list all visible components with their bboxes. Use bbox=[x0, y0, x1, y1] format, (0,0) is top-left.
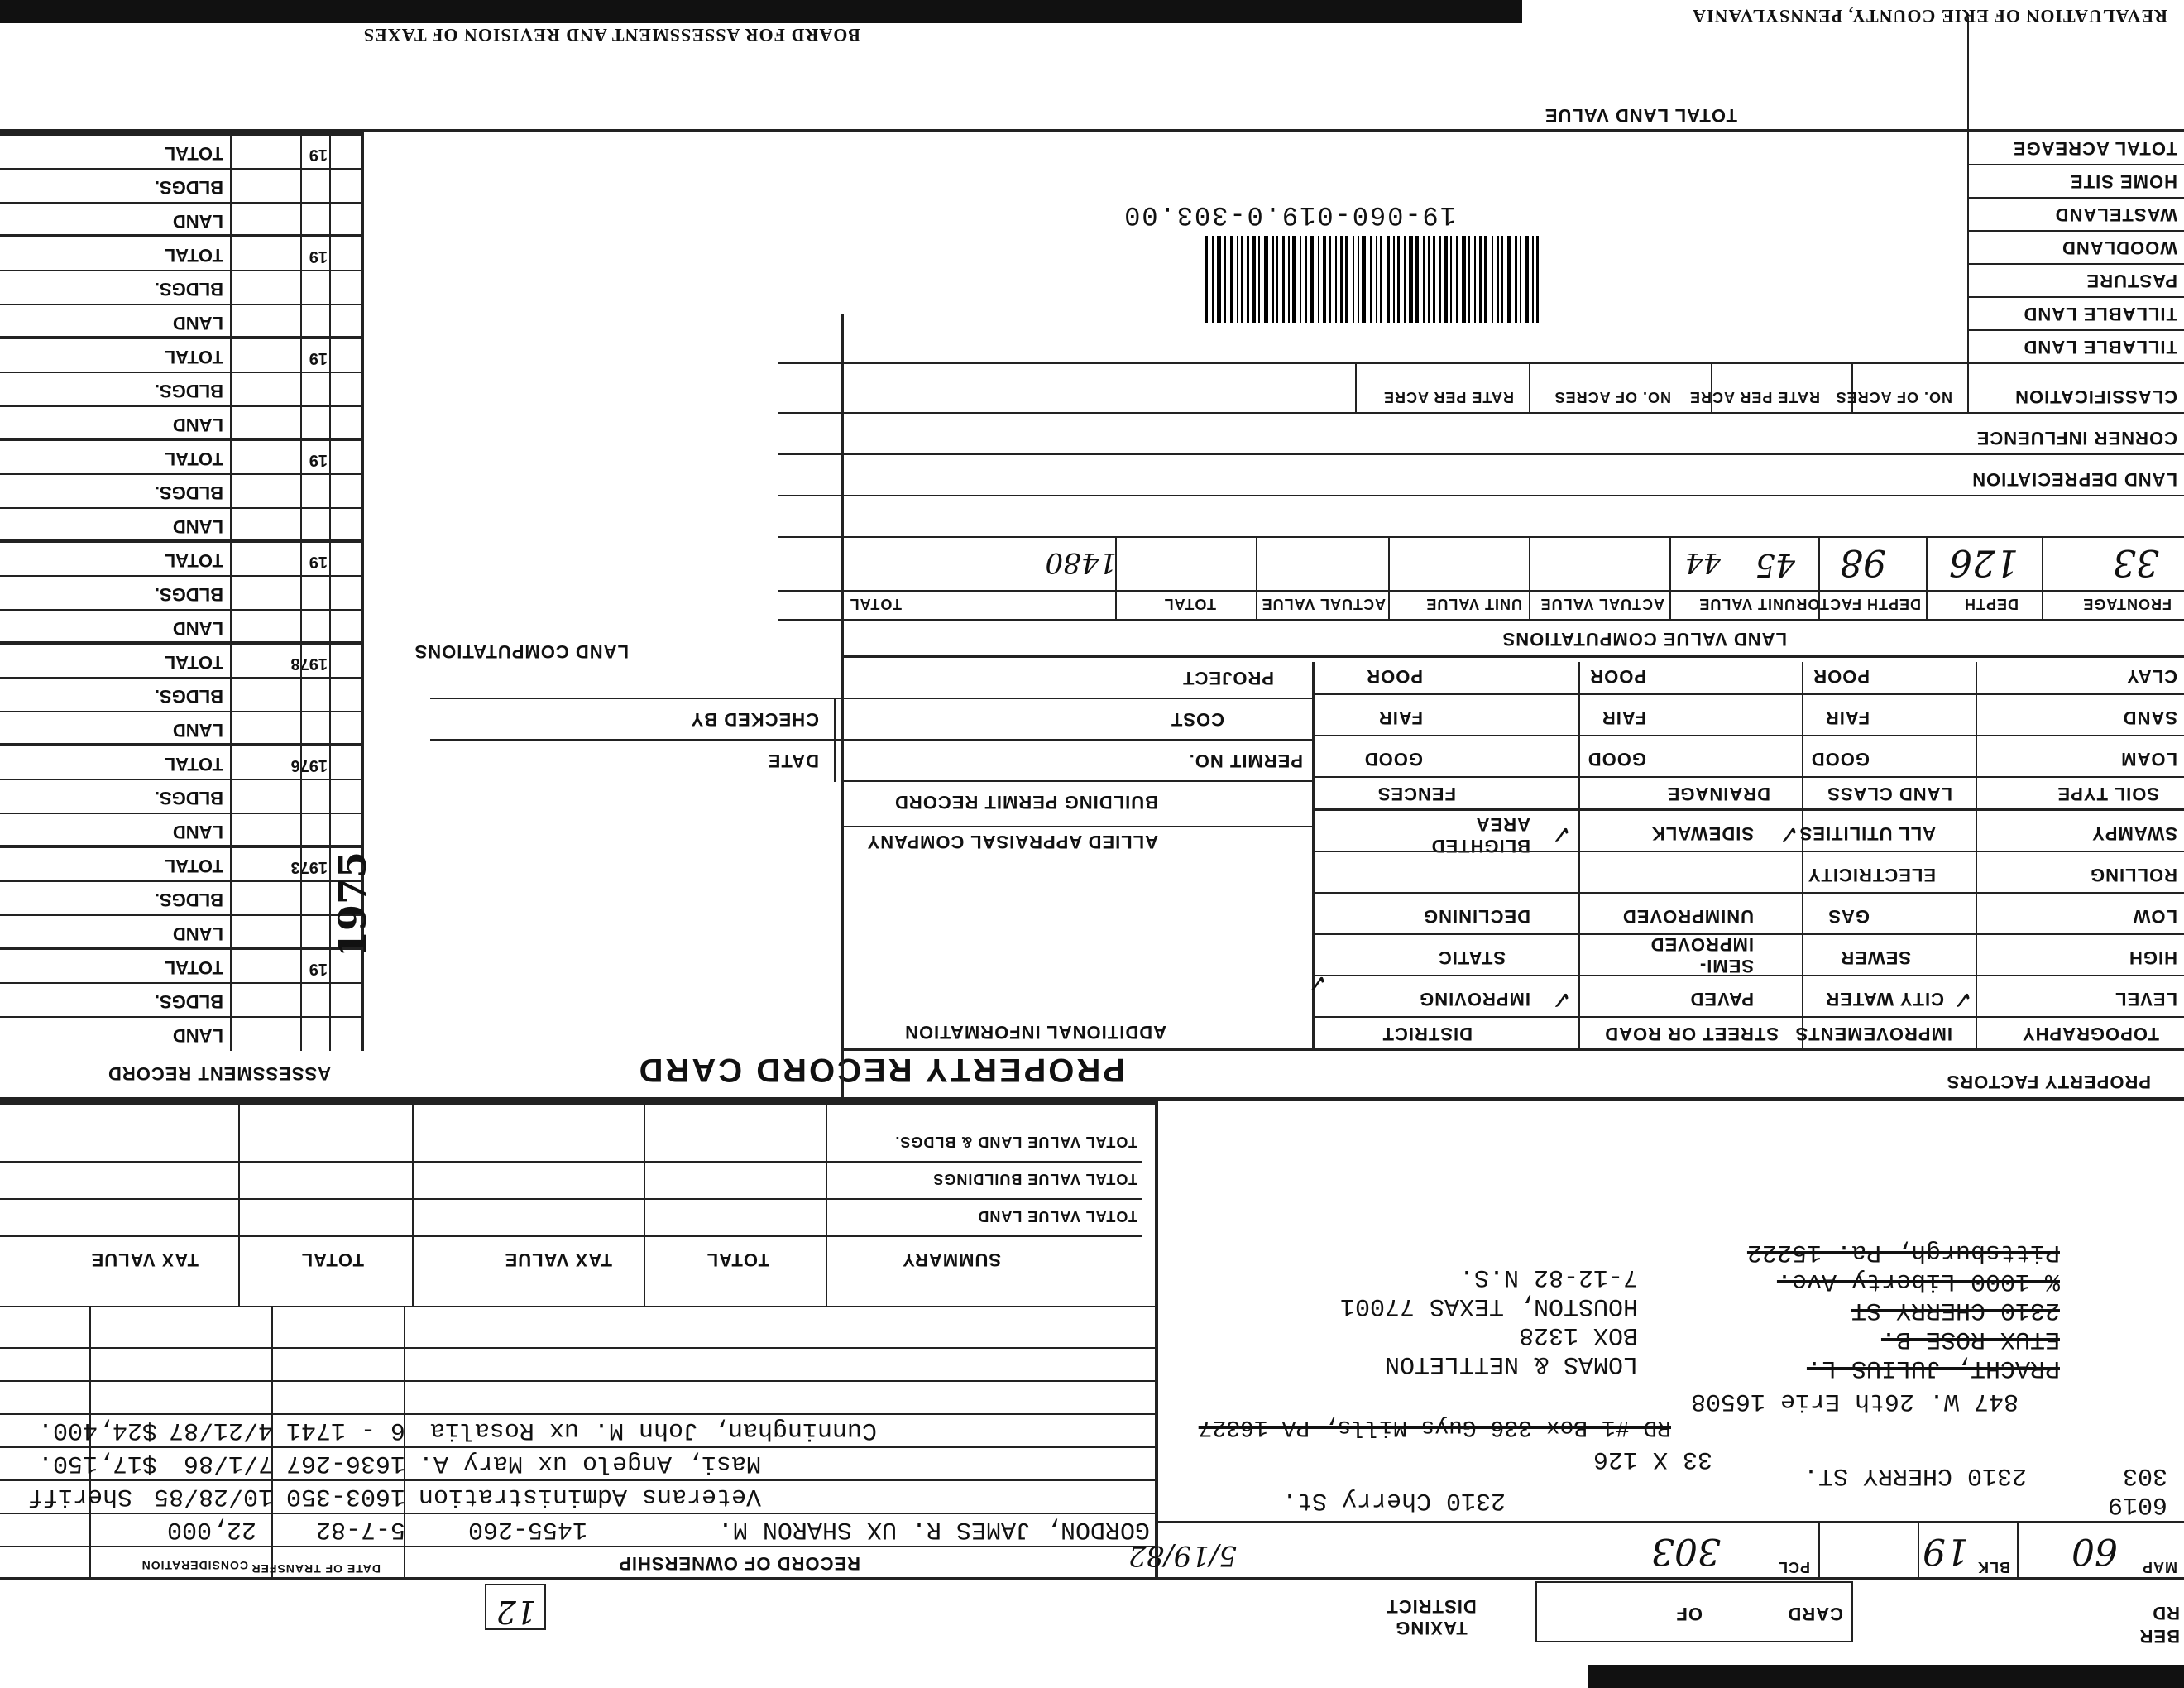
class-poor: POOR bbox=[1813, 666, 1870, 687]
lomas-line-2: BOX 1328 bbox=[1518, 1321, 1638, 1349]
project-label: PROJECT bbox=[1182, 668, 1274, 688]
barcode-bar bbox=[1212, 236, 1214, 323]
assessment-row-label: BLDGS. bbox=[154, 482, 223, 503]
number-label: BER bbox=[2138, 1626, 2180, 1647]
assessment-row bbox=[0, 304, 364, 338]
assessment-year: 19 bbox=[309, 146, 328, 164]
assessment-row bbox=[0, 914, 364, 949]
unit-value: 45 bbox=[1755, 547, 1795, 583]
comp-header-actual-value-1: ACTUAL VALUE bbox=[1540, 596, 1664, 612]
blk-label: BLK bbox=[1977, 1559, 2010, 1575]
assessment-row-label: LAND bbox=[172, 923, 223, 944]
impr-gas: GAS bbox=[1827, 906, 1870, 927]
assessment-row-label: LAND bbox=[172, 516, 223, 537]
date-label: DATE bbox=[767, 750, 819, 771]
barcode-bar bbox=[1305, 236, 1307, 323]
barcode-bar bbox=[1444, 236, 1448, 323]
assessment-year: 1973 bbox=[290, 858, 328, 876]
comp-header-frontage: FRONTAGE bbox=[2082, 596, 2172, 612]
assessment-row-label: BLDGS. bbox=[154, 890, 223, 910]
owner-4-date: 4/21/87 bbox=[168, 1416, 273, 1444]
barcode-bar bbox=[1393, 236, 1395, 323]
checked-by-label: CHECKED BY bbox=[690, 709, 819, 730]
barcode-bar bbox=[1456, 236, 1458, 323]
checkmark-icon: ✓ bbox=[1952, 985, 1973, 1014]
barcode-bar bbox=[1387, 236, 1390, 323]
assessment-row bbox=[0, 202, 364, 237]
map-value: 60 bbox=[2071, 1530, 2118, 1572]
property-id: 6019 bbox=[2107, 1490, 2167, 1518]
barcode-bar bbox=[1397, 236, 1400, 323]
permit-no-label: PERMIT NO. bbox=[1188, 750, 1303, 771]
owner-1-amount: 22,000 bbox=[166, 1515, 256, 1543]
summary-title: SUMMARY bbox=[902, 1249, 1001, 1270]
barcode-bar bbox=[1300, 236, 1301, 323]
assessment-row bbox=[0, 168, 364, 203]
summary-row-total: TOTAL VALUE LAND & BLDGS. bbox=[894, 1134, 1138, 1150]
barcode-bar bbox=[1224, 236, 1226, 323]
factor-header-improvements: IMPROVEMENTS bbox=[1794, 1024, 1952, 1044]
comp-header-total-1: TOTAL bbox=[1163, 596, 1216, 612]
scan-edge-band bbox=[1588, 1665, 2184, 1688]
assessment-row-label: BLDGS. bbox=[154, 584, 223, 605]
assessment-year: 19 bbox=[309, 451, 328, 469]
impr-city-water: CITY WATER bbox=[1825, 989, 1944, 1009]
barcode-bar bbox=[1340, 236, 1343, 323]
impr-electricity: ELECTRICITY bbox=[1807, 865, 1936, 885]
drainage-header: DRAINAGE bbox=[1666, 784, 1770, 804]
barcode-bar bbox=[1272, 236, 1274, 323]
pcl-value: 303 bbox=[1651, 1530, 1721, 1572]
barcode-bar bbox=[1433, 236, 1435, 323]
owner-2-date: 10/28/85 bbox=[153, 1482, 273, 1510]
barcode-bar bbox=[1288, 236, 1290, 323]
of-label: OF bbox=[1675, 1604, 1703, 1624]
barcode-bar bbox=[1497, 236, 1499, 323]
barcode-bar bbox=[1247, 236, 1249, 323]
comp-header-depth-factor: DEPTH FACTOR bbox=[1795, 596, 1921, 612]
card-box bbox=[1535, 1581, 1853, 1642]
barcode-bar bbox=[1329, 236, 1331, 323]
map-label: MAP bbox=[2142, 1559, 2177, 1575]
lomas-line-3: HOUSTON, TEXAS 77001 bbox=[1339, 1292, 1638, 1320]
lot-dimensions: 33 X 126 bbox=[1592, 1445, 1712, 1473]
assessment-year: 1976 bbox=[290, 756, 328, 774]
owner-1-date: 5-7-82 bbox=[315, 1515, 405, 1543]
barcode-bar bbox=[1335, 236, 1337, 323]
assessment-note-1975: 1975 bbox=[329, 851, 375, 958]
assessment-record-title: ASSESSMENT RECORD bbox=[107, 1063, 331, 1084]
assessment-row-label: LAND bbox=[172, 211, 223, 232]
assessment-row-label: TOTAL bbox=[164, 448, 223, 469]
county-title: REVALUATION OF ERIE COUNTY, PENNSYLVANIA bbox=[1692, 6, 2167, 26]
impr-sewer: SEWER bbox=[1840, 947, 1911, 968]
struck-owner-4: % 1000 Liberty Ave. bbox=[1776, 1267, 2060, 1295]
acre-header-3: NO. OF ACRES bbox=[1554, 389, 1671, 405]
handwritten-date: 5/19/82 bbox=[1128, 1539, 1237, 1572]
depth-factor-value: 98 bbox=[1840, 541, 1886, 583]
barcode-bar bbox=[1282, 236, 1285, 323]
barcode-bar bbox=[1415, 236, 1419, 323]
ownership-title: RECORD OF OWNERSHIP bbox=[618, 1553, 860, 1574]
barcode-bar bbox=[1520, 236, 1521, 323]
checkmark-icon: ✓ bbox=[1306, 968, 1328, 997]
barcode-bar bbox=[1217, 236, 1221, 323]
assessment-row bbox=[0, 473, 364, 508]
parcel-barcode bbox=[1203, 236, 1539, 323]
checkmark-icon: ✓ bbox=[1778, 819, 1799, 848]
assessment-row bbox=[0, 677, 364, 712]
land-row-classification: CLASSIFICATION bbox=[2014, 386, 2177, 407]
assessment-row-label: BLDGS. bbox=[154, 788, 223, 808]
assessment-row bbox=[0, 575, 364, 610]
assessment-row-label: BLDGS. bbox=[154, 279, 223, 300]
barcode-bar bbox=[1439, 236, 1441, 323]
assessment-row bbox=[0, 132, 364, 169]
street-sidewalk: SIDEWALK bbox=[1650, 823, 1754, 844]
barcode-bar bbox=[1345, 236, 1348, 323]
street-line: 2310 Cherry St. bbox=[1281, 1486, 1506, 1514]
owner-1-deed: 1455-260 bbox=[467, 1515, 587, 1543]
summary-row-land: TOTAL VALUE LAND bbox=[977, 1208, 1138, 1225]
struck-owner-3: 2310 CHERRY ST bbox=[1851, 1296, 2060, 1324]
transfer-col-label: DATE OF TRANSFER bbox=[251, 1562, 381, 1575]
owner-3-date: 7/1/86 bbox=[183, 1449, 273, 1477]
class-good: GOOD bbox=[1810, 749, 1870, 770]
assessment-row-label: TOTAL bbox=[164, 957, 223, 978]
barcode-bar bbox=[1484, 236, 1487, 323]
struck-owner-5: Pittsburgh, Pa. 15222 bbox=[1746, 1238, 2060, 1266]
scan-edge-band-top bbox=[0, 0, 1522, 23]
checkmark-icon: ✓ bbox=[1550, 985, 1572, 1014]
district-declining: DECLINING bbox=[1423, 906, 1530, 927]
barcode-bar bbox=[1264, 236, 1268, 323]
land-row-tillable-1: TILLABLE LAND bbox=[2023, 337, 2177, 357]
land-row-woodland: WOODLAND bbox=[2062, 237, 2177, 258]
assessment-row-label: TOTAL bbox=[164, 143, 223, 164]
barcode-bar bbox=[1428, 236, 1430, 323]
barcode-bar bbox=[1536, 236, 1539, 323]
assessment-row-label: BLDGS. bbox=[154, 381, 223, 401]
record-number: 12 bbox=[496, 1594, 536, 1630]
lot-number: 303 bbox=[2122, 1461, 2167, 1489]
topo-level: LEVEL bbox=[2115, 989, 2177, 1009]
barcode-bar bbox=[1404, 236, 1406, 323]
checkmark-icon: ✓ bbox=[1550, 819, 1572, 848]
barcode-bar bbox=[1230, 236, 1233, 323]
topo-low: LOW bbox=[2132, 906, 2177, 927]
soil-sand: SAND bbox=[2122, 707, 2177, 728]
assessment-row bbox=[0, 336, 364, 372]
drainage-poor: POOR bbox=[1589, 666, 1646, 687]
barcode-bar bbox=[1323, 236, 1326, 323]
assessment-row bbox=[0, 405, 364, 440]
barcode-bar bbox=[1507, 236, 1511, 323]
drainage-fair: FAIR bbox=[1601, 707, 1646, 728]
fences-fair: FAIR bbox=[1377, 707, 1423, 728]
assessment-row-label: TOTAL bbox=[164, 754, 223, 774]
struck-owner-1: PRACHT, JULIUS L. bbox=[1806, 1354, 2060, 1382]
lomas-line-4: 7-12-82 N.S. bbox=[1458, 1263, 1638, 1291]
land-row-pasture: PASTURE bbox=[2086, 271, 2177, 291]
comp-header-unit-value-2: UNIT VALUE bbox=[1425, 596, 1522, 612]
assessment-row bbox=[0, 372, 364, 406]
assessment-row bbox=[0, 711, 364, 746]
blk-value: 19 bbox=[1923, 1530, 1969, 1572]
assessment-row-label: LAND bbox=[172, 1025, 223, 1046]
fences-good: GOOD bbox=[1363, 749, 1423, 770]
owner-3-deed: 1636-267 bbox=[285, 1449, 405, 1477]
assessment-year: 19 bbox=[309, 349, 328, 367]
barcode-bar bbox=[1515, 236, 1517, 323]
card-label: CARD bbox=[1787, 1604, 1843, 1624]
assessment-year: 19 bbox=[309, 553, 328, 571]
owner-1-name: GORDON, JAMES R. UX SHARON M. bbox=[717, 1515, 1150, 1543]
record-number-box bbox=[485, 1584, 546, 1630]
barcode-bar bbox=[1474, 236, 1476, 323]
barcode-bar bbox=[1376, 236, 1377, 323]
acre-header-1: NO. OF ACRES bbox=[1835, 389, 1952, 405]
barcode-bar bbox=[1450, 236, 1452, 323]
land-row-wasteland: WASTELAND bbox=[2054, 204, 2177, 225]
district-blighted: BLIGHTED AREA bbox=[1430, 814, 1530, 856]
barcode-bar bbox=[1362, 236, 1366, 323]
barcode-bar bbox=[1380, 236, 1382, 323]
owner-3-name: Masi, Angelo ux Mary A. bbox=[418, 1449, 761, 1477]
summary-col-tax-2: TAX VALUE bbox=[90, 1249, 199, 1270]
comp-header-actual-value-2: ACTUAL VALUE bbox=[1261, 596, 1386, 612]
fences-header: FENCES bbox=[1377, 784, 1456, 804]
assessment-row bbox=[0, 438, 364, 474]
owner-4-name: Cunninghan, John M. ux Rosalia bbox=[429, 1416, 877, 1444]
cost-label: COST bbox=[1170, 709, 1224, 730]
soil-loam: LOAM bbox=[2120, 749, 2177, 770]
land-row-total-acreage: TOTAL ACREAGE bbox=[2012, 138, 2177, 159]
assessment-row-label: BLDGS. bbox=[154, 686, 223, 707]
district-improving: IMPROVING bbox=[1419, 989, 1530, 1009]
comp-header-unit-value-1: UNIT VALUE bbox=[1698, 596, 1795, 612]
building-permit-title: BUILDING PERMIT RECORD bbox=[894, 792, 1158, 813]
assessment-row bbox=[0, 539, 364, 576]
street-unimproved: UNIMPROVED bbox=[1621, 906, 1754, 927]
mail-address: 847 W. 26th Erie 16508 bbox=[1690, 1387, 2019, 1415]
impr-all-utilities: ALL UTILITIES bbox=[1798, 823, 1936, 844]
assessment-row bbox=[0, 743, 364, 779]
assessment-row bbox=[0, 234, 364, 271]
topo-swampy: SWAMPY bbox=[2091, 823, 2177, 844]
barcode-bar bbox=[1318, 236, 1320, 323]
assessment-row-label: TOTAL bbox=[164, 856, 223, 876]
board-title: BOARD FOR ASSESSMENT AND REVISION OF TAXES bbox=[362, 25, 860, 46]
assessment-row-label: BLDGS. bbox=[154, 177, 223, 198]
assessment-year: 1978 bbox=[290, 655, 328, 673]
barcode-bar bbox=[1525, 236, 1529, 323]
assessment-row bbox=[0, 641, 364, 678]
summary-col-tax-1: TAX VALUE bbox=[504, 1249, 612, 1270]
assessment-row-label: LAND bbox=[172, 313, 223, 333]
additional-info-title: ADDITIONAL INFORMATION bbox=[904, 1022, 1166, 1043]
assessment-row-label: BLDGS. bbox=[154, 991, 223, 1012]
total-land-value-label: TOTAL LAND VALUE bbox=[1544, 105, 1737, 126]
consideration-col-label: CONSIDERATION bbox=[141, 1559, 248, 1572]
assessment-row bbox=[0, 813, 364, 847]
assessment-row-label: LAND bbox=[172, 618, 223, 639]
assessment-record-grid bbox=[0, 132, 364, 1051]
assessment-row-label: LAND bbox=[172, 720, 223, 741]
barcode-bar bbox=[1292, 236, 1296, 323]
land-row-depreciation: LAND DEPRECIATION bbox=[1971, 469, 2177, 490]
assessment-row bbox=[0, 880, 364, 915]
street-paved: PAVED bbox=[1689, 989, 1754, 1009]
assessment-row bbox=[0, 947, 364, 983]
barcode-bar bbox=[1252, 236, 1256, 323]
barcode-bar bbox=[1241, 236, 1243, 323]
allied-appraisal: ALLIED APPRAISAL COMPANY bbox=[866, 832, 1158, 852]
barcode-bar bbox=[1462, 236, 1466, 323]
comp-header-total-2: TOTAL bbox=[849, 596, 902, 612]
acre-header-2: RATE PER ACRE bbox=[1688, 389, 1820, 405]
assessment-row-label: TOTAL bbox=[164, 652, 223, 673]
assessment-row bbox=[0, 609, 364, 644]
assessment-row-label: LAND bbox=[172, 822, 223, 842]
summary-col-total-2: TOTAL bbox=[300, 1249, 364, 1270]
land-value-computations-title: LAND VALUE COMPUTATIONS bbox=[1502, 629, 1787, 650]
assessment-row bbox=[0, 1016, 364, 1051]
frontage-value: 33 bbox=[2113, 541, 2159, 583]
owner-2-amount: Sheriff bbox=[27, 1482, 132, 1510]
fences-poor: POOR bbox=[1366, 666, 1423, 687]
land-computations-label: LAND COMPUTATIONS bbox=[414, 641, 629, 662]
topo-high: HIGH bbox=[2129, 947, 2177, 968]
land-row-tillable-2: TILLABLE LAND bbox=[2023, 304, 2177, 324]
assessment-row-label: LAND bbox=[172, 415, 223, 435]
barcode-bar bbox=[1237, 236, 1238, 323]
summary-row-buildings: TOTAL VALUE BUILDINGS bbox=[932, 1171, 1138, 1187]
land-class-header: LAND CLASS bbox=[1827, 784, 1952, 804]
barcode-bar bbox=[1479, 236, 1482, 323]
soil-clay: CLAY bbox=[2126, 666, 2177, 687]
barcode-bar bbox=[1258, 236, 1260, 323]
topo-rolling: ROLLING bbox=[2090, 865, 2177, 885]
barcode-bar bbox=[1276, 236, 1278, 323]
barcode-bar bbox=[1370, 236, 1372, 323]
property-factors-title: PROPERTY FACTORS bbox=[1946, 1072, 2151, 1092]
soil-type-header: SOIL TYPE bbox=[2057, 784, 2159, 804]
class-fair: FAIR bbox=[1824, 707, 1870, 728]
owner-3-amount: $17,150. bbox=[37, 1449, 157, 1477]
comp-header-depth: DEPTH bbox=[1963, 596, 2019, 612]
barcode-bar bbox=[1353, 236, 1354, 323]
barcode-bar bbox=[1468, 236, 1470, 323]
property-record-card-title: PROPERTY RECORD CARD bbox=[636, 1052, 1125, 1088]
computed-total: 1480 bbox=[1045, 546, 1117, 579]
assessment-row-label: TOTAL bbox=[164, 245, 223, 266]
land-row-corner-influence: CORNER INFLUENCE bbox=[1976, 428, 2177, 448]
property-address: 2310 CHERRY ST. bbox=[1803, 1461, 2027, 1489]
barcode-bar bbox=[1409, 236, 1413, 323]
barcode-bar bbox=[1205, 236, 1208, 323]
summary-col-total-1: TOTAL bbox=[706, 1249, 769, 1270]
factor-header-district: DISTRICT bbox=[1382, 1024, 1473, 1044]
barcode-bar bbox=[1423, 236, 1425, 323]
taxing-district-label: TAXING DISTRICT bbox=[1386, 1596, 1477, 1638]
assessment-row bbox=[0, 507, 364, 542]
pcl-label: PCL bbox=[1778, 1559, 1810, 1575]
owner-2-name: Veterans Administration bbox=[418, 1482, 761, 1510]
assessment-row-label: TOTAL bbox=[164, 550, 223, 571]
land-row-home-site: HOME SITE bbox=[2069, 171, 2177, 192]
lomas-line-1: LOMAS & NETTLETON bbox=[1384, 1350, 1638, 1378]
drainage-good: GOOD bbox=[1587, 749, 1646, 770]
barcode-bar bbox=[1492, 236, 1493, 323]
factor-header-street: STREET OR ROAD bbox=[1604, 1024, 1779, 1044]
owner-4-amount: $24,400. bbox=[37, 1416, 157, 1444]
barcode-bar bbox=[1358, 236, 1359, 323]
barcode-number: 19-060-019.0-303.00 bbox=[1123, 199, 1456, 230]
owner-2-deed: 1603-350 bbox=[285, 1482, 405, 1510]
assessment-row bbox=[0, 779, 364, 813]
actual-value: 44 bbox=[1684, 546, 1721, 579]
assessment-year: 19 bbox=[309, 247, 328, 266]
assessment-year: 19 bbox=[309, 960, 328, 978]
struck-owner-2: ETUX ROSE B. bbox=[1880, 1325, 2060, 1353]
record-label: RD bbox=[2152, 1603, 2180, 1623]
assessment-row bbox=[0, 982, 364, 1017]
assessment-row bbox=[0, 845, 364, 881]
district-static: STATIC bbox=[1437, 947, 1506, 968]
struck-address-1: RD #1 Box 336 Guys Mills, PA 16327 bbox=[1198, 1414, 1671, 1440]
assessment-row-label: TOTAL bbox=[164, 347, 223, 367]
acre-header-4: RATE PER ACRE bbox=[1382, 389, 1514, 405]
barcode-bar bbox=[1310, 236, 1314, 323]
barcode-bar bbox=[1532, 236, 1534, 323]
depth-value: 126 bbox=[1949, 541, 2019, 583]
assessment-row bbox=[0, 270, 364, 305]
barcode-bar bbox=[1502, 236, 1503, 323]
street-semi-improved: SEMI-IMPROVED bbox=[1650, 934, 1754, 976]
owner-4-deed: 6 - 1741 bbox=[285, 1416, 405, 1444]
factor-header-topography: TOPOGRAPHY bbox=[2021, 1024, 2159, 1044]
